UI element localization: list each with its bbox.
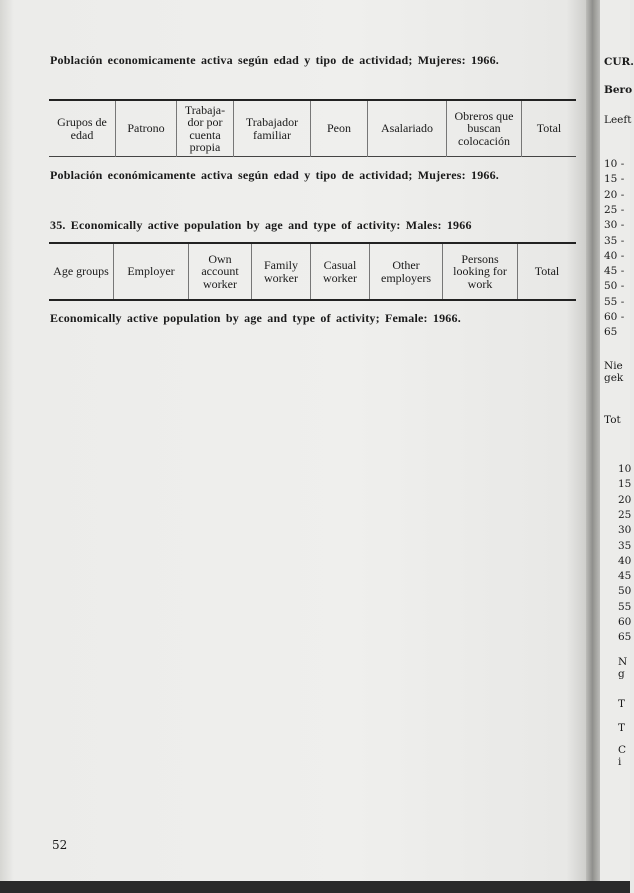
- col-header: Other employers: [370, 243, 443, 300]
- age-row-label: 20 -: [604, 188, 625, 201]
- text: gek: [604, 372, 624, 384]
- age-row-label: 25 -: [604, 203, 625, 216]
- text: i: [618, 756, 622, 768]
- age-row-label: 50 -: [604, 280, 625, 293]
- age-row-label: 55 -: [604, 295, 625, 308]
- table-header-english: [49, 242, 576, 301]
- table-caption-spanish: Población económicamente activa según edad y tipo de actividad; Mujeres: 1966.: [50, 168, 500, 182]
- age-row-label: 25: [618, 508, 632, 521]
- age-row-label: 15: [618, 478, 632, 491]
- table-title-spanish: Población economicamente activa según edad y tipo de actividad; Mujeres: 1966.: [50, 53, 500, 67]
- col-header: Patrono: [116, 100, 177, 157]
- age-row-label: 45 -: [604, 265, 625, 278]
- next-page-subtitle: Bero: [604, 84, 633, 96]
- next-page-c: [618, 744, 626, 768]
- age-row-label: 55: [618, 600, 632, 613]
- next-page-total: Tot: [604, 414, 621, 426]
- age-row-label: 45: [618, 570, 632, 583]
- table-header-spanish: [49, 99, 576, 157]
- next-page-title: CUR.: [604, 56, 634, 68]
- age-row-label: 40 -: [604, 249, 625, 262]
- age-row-label: 65: [618, 631, 632, 644]
- col-header: Age groups: [53, 264, 109, 279]
- col-header: Own account worker: [189, 243, 252, 300]
- col-header: Asalariado: [368, 100, 447, 157]
- age-row-label: 60: [618, 616, 632, 628]
- col-header: Total: [522, 100, 577, 157]
- next-page-unknown: [604, 360, 623, 384]
- age-row-label: 20: [618, 493, 632, 506]
- age-row-label: 15 -: [604, 173, 625, 186]
- age-row-label: 35 -: [604, 234, 625, 247]
- text: C: [618, 744, 627, 756]
- col-header: Obreros que buscan colocación: [447, 100, 522, 157]
- col-header: Family worker: [252, 243, 311, 300]
- text: g: [618, 668, 625, 680]
- col-header: Casual worker: [311, 243, 370, 300]
- age-row-label: 60 -: [604, 311, 625, 323]
- table-caption-english: Economically active population by age and type of activity; Female: 1966.: [50, 311, 461, 325]
- col-header: Trabaja-dor por cuenta propia: [177, 100, 234, 157]
- page-number: 52: [52, 838, 68, 852]
- scan-edge: [0, 881, 630, 893]
- age-row-label: 10 -: [604, 158, 625, 170]
- age-row-label: 40: [618, 554, 632, 567]
- text: Nie: [604, 360, 623, 372]
- table-title-english: 35. Economically active population by age and type of activity: Males: 1966: [50, 218, 472, 232]
- col-header: Grupos de edad: [57, 115, 107, 142]
- age-row-label: 30 -: [604, 219, 625, 232]
- age-row-label: 35: [618, 539, 632, 552]
- next-page-t2: T: [618, 722, 626, 734]
- col-header: Employer: [114, 243, 189, 300]
- col-header: Peon: [311, 100, 368, 157]
- next-page-unknown-2: [618, 656, 627, 680]
- age-row-label: 50: [618, 585, 632, 598]
- col-header: Total: [518, 243, 577, 300]
- col-header: Persons looking for work: [443, 243, 518, 300]
- next-page-header: Leeft: [604, 114, 632, 126]
- text: N: [618, 656, 628, 668]
- next-page-t1: T: [618, 698, 626, 710]
- col-header: Trabajador familiar: [234, 100, 311, 157]
- age-row-label: 10: [618, 463, 632, 475]
- age-row-label: 65: [604, 326, 618, 339]
- age-row-label: 30: [618, 524, 632, 537]
